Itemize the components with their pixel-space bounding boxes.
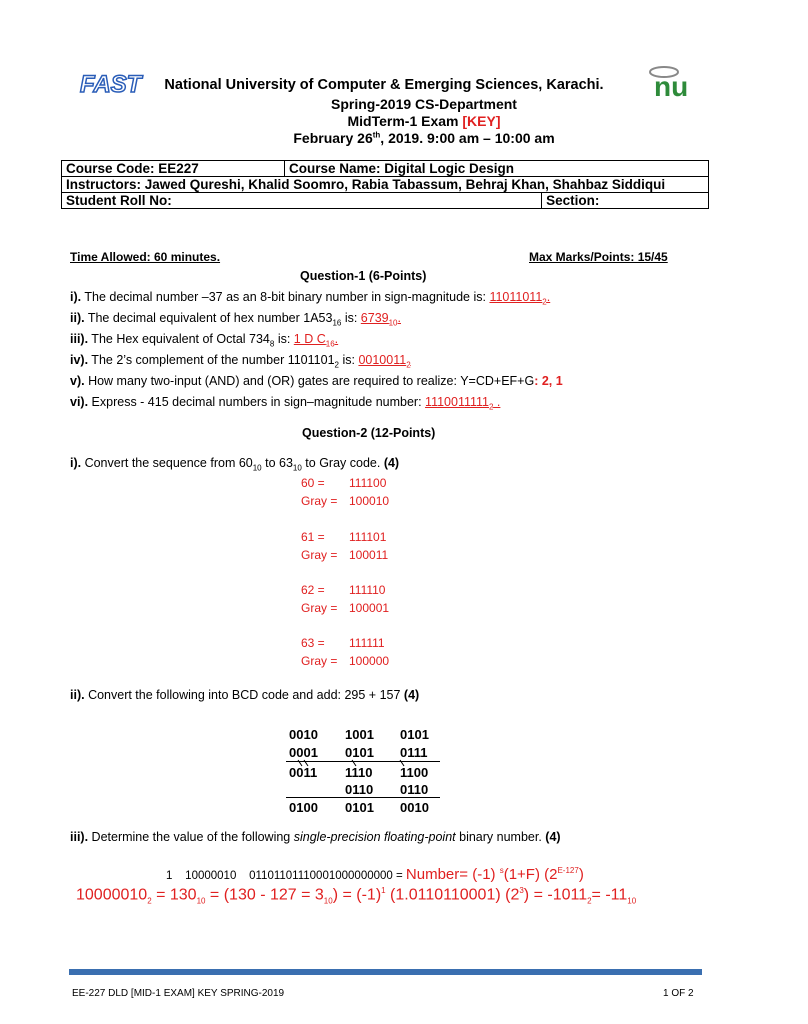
bcd-cell: 0011 [289, 765, 318, 780]
footer-bar [69, 969, 702, 975]
course-info-table [61, 160, 709, 209]
course-code: Course Code: EE227 [62, 161, 285, 177]
q1-ii-answer: $6739_{10}$. [360, 311, 401, 328]
department-line: Spring-2019 CS-Department [331, 96, 517, 112]
svg-text:nu: nu [654, 71, 689, 102]
carry-marks [296, 758, 416, 768]
bcd-cell: 0101 [345, 745, 374, 760]
fp-formula: Number= (-1) $^s$(1+F) $(2^{E-127})$ [405, 866, 584, 883]
gray-row: 63 = 111111 [301, 636, 385, 650]
bcd-cell: 0010 [400, 800, 429, 815]
bcd-cell: 0110 [400, 782, 429, 797]
q1-iii: iii). The Hex equivalent of Octal $734_8$ is: 1 D $C_{16}$. [70, 332, 339, 349]
exam-title: MidTerm-1 Exam [KEY] [347, 113, 501, 129]
q2-ii: ii). Convert the following into BCD code and add: 295 + 157 (4) [70, 688, 420, 702]
gray-row: Gray = 100011 [301, 548, 389, 562]
fp-bits: 1 10000010 01101101110001000000000 = Number= (-1) $^s$(1+F) $(2^{E-127})$ [166, 866, 584, 883]
q1-i: i). The decimal number –37 as an 8-bit binary number in sign-magnitude is: $11011011_2$. [70, 290, 551, 307]
bcd-cell: 0101 [400, 727, 429, 742]
gray-row: 62 = 111110 [301, 583, 386, 597]
bcd-cell: 1001 [345, 727, 374, 742]
q2-iii: iii). Determine the value of the following single-precision floating-point binary number. (4) [70, 830, 561, 844]
q2-title: Question-2 (12-Points) [302, 426, 436, 440]
exam-date: February 26th, 2019. 9:00 am – 10:00 am [293, 130, 555, 146]
page-number: 1 OF 2 [663, 988, 694, 999]
q1-vi: vi). Express - 415 decimal numbers in sign–magnitude number: $1110011111_2$ . [70, 395, 501, 412]
bcd-cell: 0001 [289, 745, 318, 760]
q1-iii-answer: 1 D $C_{16}$. [293, 332, 339, 349]
q1-v: v). How many two-input (AND) and (OR) gates are required to realize: Y=CD+EF+G: 2, 1 [70, 374, 563, 388]
q1-vi-answer: $1110011111_2$ . [425, 395, 501, 412]
key-label: [KEY] [462, 113, 501, 129]
bcd-cell: 1110 [345, 765, 373, 780]
student-roll-no: Student Roll No: [62, 193, 542, 209]
bcd-cell: 0101 [345, 800, 374, 815]
bcd-cell: 0010 [289, 727, 318, 742]
q1-ii: ii). The decimal equivalent of hex number $1A53_{16}$ is: $6739_{10}$. [70, 311, 401, 328]
time-allowed: Time Allowed: 60 minutes. [70, 250, 221, 264]
instructors: Instructors: Jawed Qureshi, Khalid Soomro, Rabia Tabassum, Behraj Khan, Shahbaz Siddiqui [62, 177, 709, 193]
gray-row: 60 = 111100 [301, 476, 387, 490]
q1-v-answer: : 2, 1 [534, 374, 563, 388]
gray-row: Gray = 100000 [301, 654, 390, 668]
bcd-cell: 0110 [345, 782, 374, 797]
gray-row: Gray = 100001 [301, 601, 390, 615]
bcd-cell: 0111 [400, 745, 428, 760]
q1-iv: iv). The 2’s complement of the number $1101101_2$ is: $0010011_2$ [70, 353, 411, 370]
fp-answer: $10000010_2 = 130_{10} = (130 - 127 = 3_{10}) = (-1)^1$ (1.0110110001) $(2^3) = -1011_2= -11_{10}$ [76, 886, 637, 906]
q1-title: Question-1 (6-Points) [300, 269, 427, 283]
bcd-cell: 0100 [289, 800, 318, 815]
bcd-result-line [286, 797, 440, 798]
q2-i: i). Convert the sequence from $60_{10}$ to $63_{10}$ to Gray code. (4) [70, 456, 400, 473]
bcd-cell: 1100 [400, 765, 429, 780]
course-name: Course Name: Digital Logic Design [285, 161, 709, 177]
q1-i-answer: $11011011_2$. [489, 290, 551, 307]
footer-left: EE-227 DLD [MID-1 EXAM] KEY SPRING-2019 [72, 988, 285, 999]
max-marks: Max Marks/Points: 15/45 [529, 250, 668, 264]
university-title: National University of Computer & Emerging Sciences, Karachi. [164, 77, 604, 93]
svg-text:FAST: FAST [80, 71, 142, 98]
gray-row: 61 = 111101 [301, 530, 387, 544]
section: Section: [542, 193, 709, 209]
gray-row: Gray = 100010 [301, 494, 390, 508]
q1-iv-answer: $0010011_2$ [358, 353, 411, 370]
